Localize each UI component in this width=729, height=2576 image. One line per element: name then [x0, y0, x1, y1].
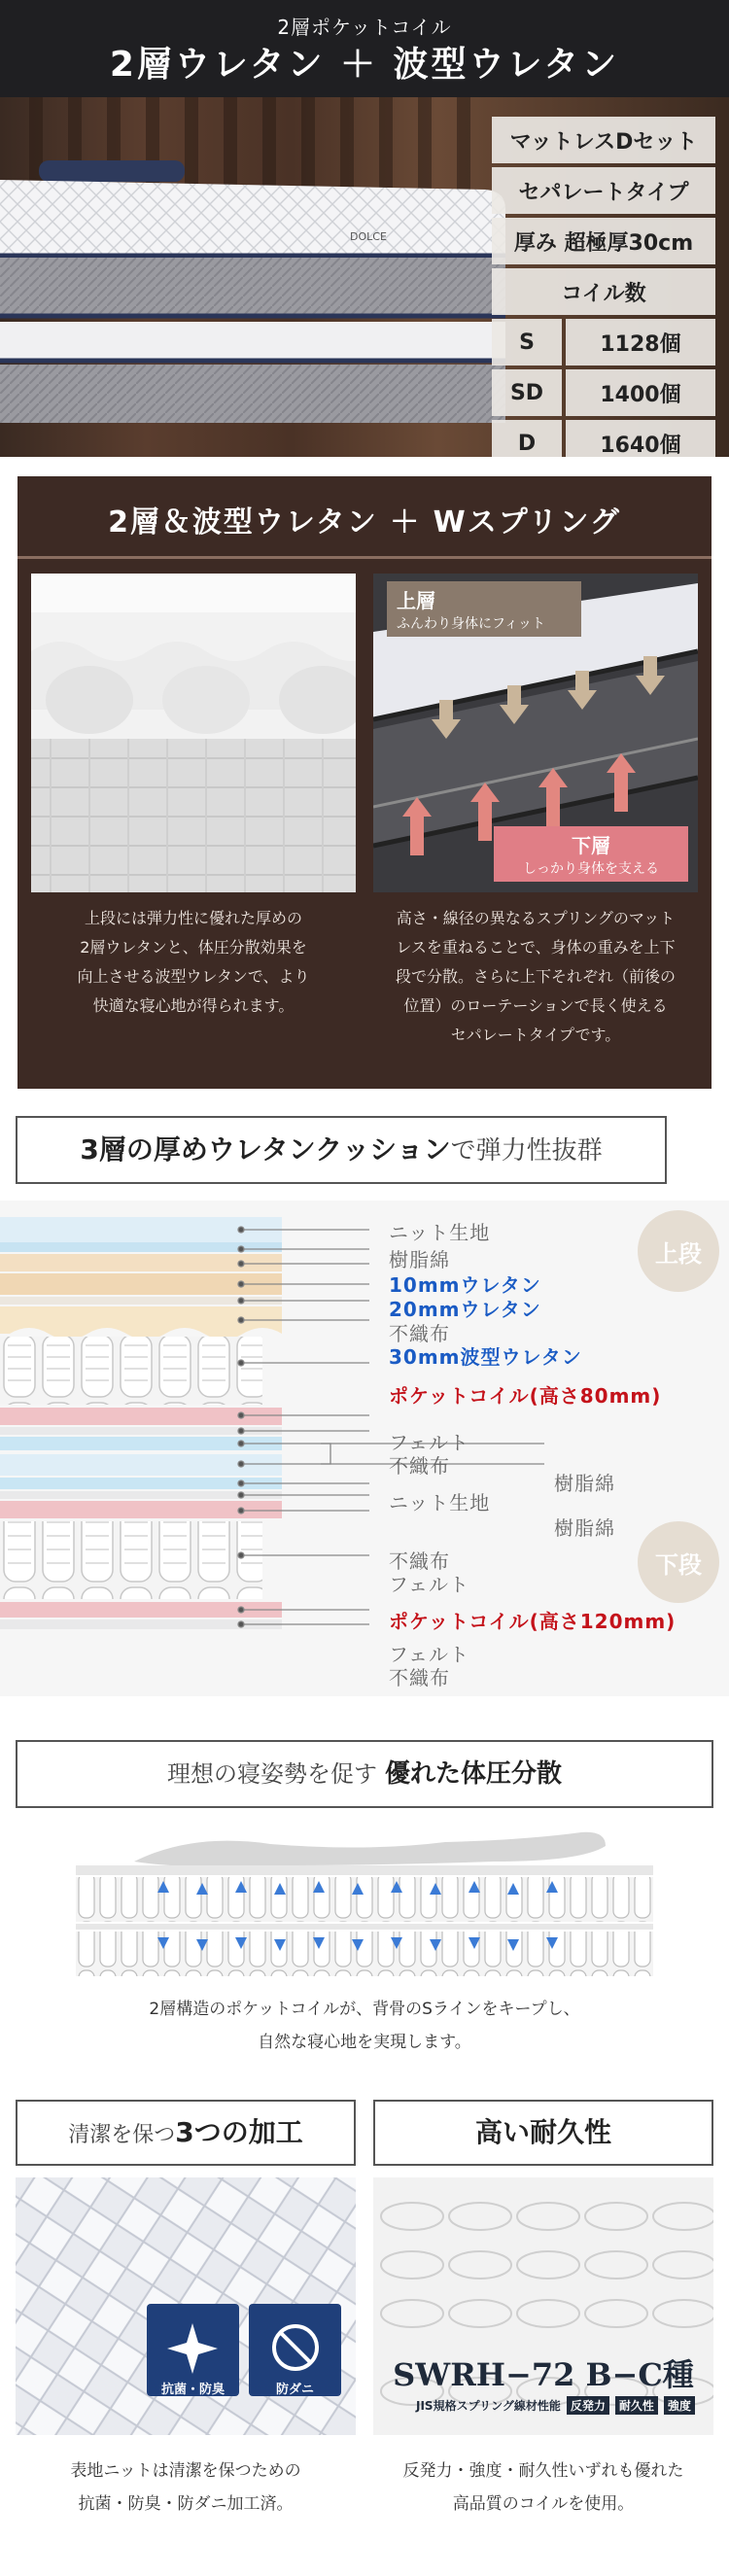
layer-pocket-coil-120: ポケットコイル(高さ120mm)	[389, 1610, 677, 1633]
spec-coil-row	[492, 319, 715, 366]
spec-type: セパレートタイプ	[492, 167, 715, 214]
spec-table	[492, 117, 715, 457]
upper-label-sub: ふんわり身体にフィット	[397, 616, 545, 632]
right-caption: 高さ・線径の異なるスプリングのマット レスを重ねることで、身体の重みを上下 段で分散。さらに上下それぞれ（前後の 位置）のローテーションで長く使える セパレートタイプです。	[395, 909, 676, 1044]
layer-felt: フェルト	[389, 1573, 469, 1596]
hero-title: 2層ウレタン ＋ 波型ウレタン	[109, 45, 620, 85]
layer-resin: 樹脂綿	[554, 1516, 615, 1540]
tag-durability: 耐久性	[615, 2396, 658, 2415]
mattress-photo	[0, 160, 505, 423]
upper-badge: 上段	[638, 1210, 719, 1292]
spec-thickness: 厚み 超極厚30cm	[492, 218, 715, 264]
layer-urethane-20: 20mmウレタン	[389, 1298, 541, 1321]
durability-title: 高い耐久性	[474, 2116, 611, 2148]
hero-subtitle: 2層ポケットコイル	[277, 16, 452, 39]
hygiene-title-box	[16, 2100, 356, 2166]
pressure-title-box	[16, 1740, 713, 1808]
pressure-illustration	[76, 1823, 653, 1978]
layer-nonwoven: 不織布	[389, 1454, 450, 1478]
upper-label-title: 上層	[397, 589, 435, 612]
jis-label: JIS規格スプリング線材性能	[416, 2399, 561, 2413]
upper-layer-label	[387, 581, 581, 637]
spec-count: 1128個	[566, 319, 715, 366]
spec-count: 1400個	[566, 369, 715, 416]
swrh-label: SWRH−72 B−C種	[393, 2356, 694, 2393]
antibacterial-label: 抗菌・防臭	[160, 2383, 225, 2397]
hygiene-title-rest: 清潔を保つ	[68, 2123, 176, 2147]
layer-knit: ニット生地	[389, 1221, 491, 1244]
spec-coil-heading: コイル数	[492, 268, 715, 315]
jis-row	[416, 2396, 708, 2415]
hero-header	[0, 0, 729, 97]
hygiene-caption: 表地ニットは清潔を保つための 抗菌・防臭・防ダニ加工済。	[70, 2461, 301, 2514]
pressure-title-bold: 優れた体圧分散	[384, 1759, 562, 1789]
durability-title-box	[373, 2100, 713, 2166]
layer-resin: 樹脂綿	[389, 1248, 450, 1271]
lower-layer-label	[494, 826, 688, 882]
layer-felt: フェルト	[389, 1431, 469, 1454]
layer-wave-urethane: 30mm波型ウレタン	[389, 1345, 582, 1369]
cushion-title-bold: 3層の厚めウレタンクッション	[80, 1133, 451, 1166]
lower-badge: 下段	[638, 1521, 719, 1603]
spec-coil-row	[492, 420, 715, 457]
layer-resin: 樹脂綿	[554, 1472, 615, 1495]
layer-nonwoven: 不織布	[389, 1322, 450, 1345]
cushion-title-box	[16, 1116, 667, 1184]
spec-size: SD	[492, 369, 562, 416]
hygiene-title-bold: 3つの加工	[175, 2116, 303, 2148]
spec-coil-row	[492, 369, 715, 416]
tag-repulsion: 反発力	[567, 2396, 609, 2415]
pressure-caption: 2層構造のポケットコイルが、背骨のSラインをキープし、 自然な寝心地を実現します。	[149, 2000, 580, 2052]
structure-section	[17, 476, 712, 1089]
layer-nonwoven: 不織布	[389, 1549, 450, 1573]
spec-size: D	[492, 420, 562, 457]
lower-label-title: 下層	[572, 834, 610, 857]
pressure-title-rest: 理想の寝姿勢を促す	[166, 1760, 377, 1788]
left-caption: 上段には弾力性に優れた厚めの 2層ウレタンと、体圧分散効果を 向上させる波型ウレタンで、より 快適な寝心地が得られます。	[77, 909, 310, 1015]
layer-nonwoven: 不織布	[389, 1666, 450, 1689]
spec-set: マットレスDセット	[492, 117, 715, 163]
tag-strength: 強度	[664, 2396, 695, 2415]
structure-title: 2層＆波型ウレタン ＋ Wスプリング	[108, 505, 621, 540]
anti-mite-label: 防ダニ	[275, 2383, 314, 2397]
layer-felt: フェルト	[389, 1643, 469, 1666]
durability-caption: 反発力・強度・耐久性いずれも優れた 高品質のコイルを使用。	[402, 2461, 684, 2514]
foam-photo	[31, 574, 356, 892]
layer-urethane-10: 10mmウレタン	[389, 1273, 541, 1297]
layer-knit: ニット生地	[389, 1491, 491, 1514]
divider	[17, 556, 712, 559]
hero-section	[0, 0, 729, 457]
cushion-title-rest: で弾力性抜群	[450, 1136, 603, 1166]
brand-logo: DOLCE	[350, 230, 387, 243]
spec-count: 1640個	[566, 420, 715, 457]
lower-label-sub: しっかり身体を支える	[523, 861, 659, 877]
spec-size: S	[492, 319, 562, 366]
layer-pocket-coil-80: ポケットコイル(高さ80mm)	[389, 1384, 662, 1408]
